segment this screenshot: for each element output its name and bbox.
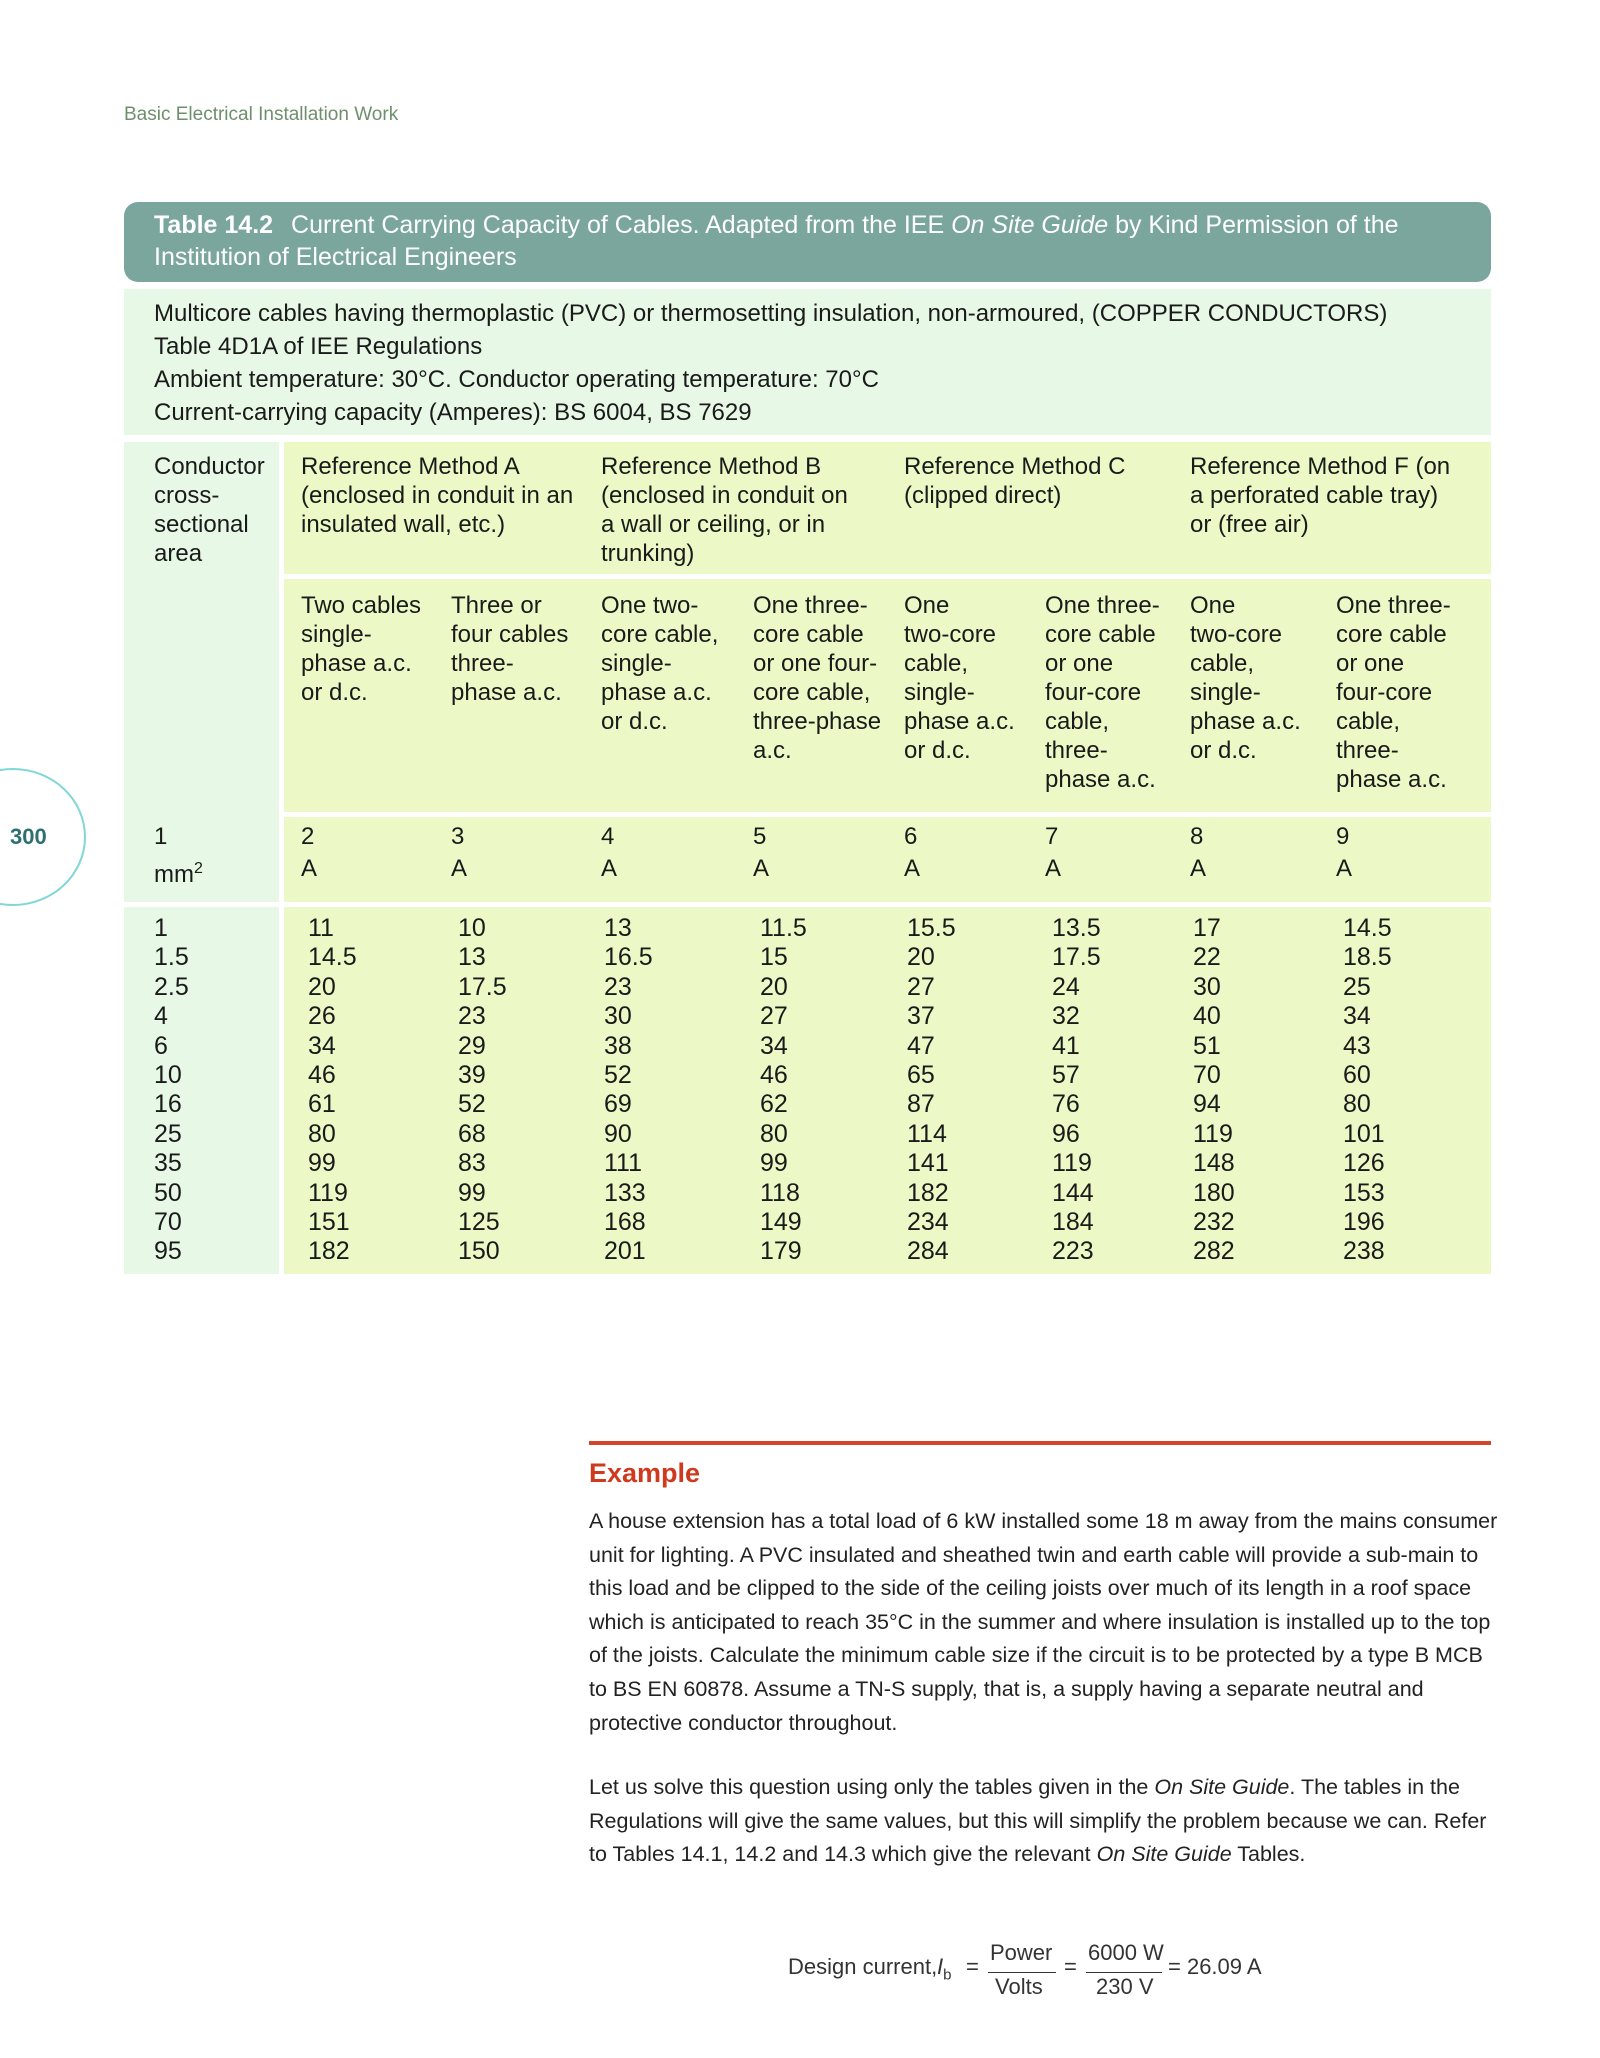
current-rating: 14.5 [308, 943, 357, 972]
current-rating: 69 [604, 1090, 632, 1119]
example-body [589, 1505, 1499, 1872]
header-line: Three or [451, 592, 542, 619]
current-rating: 20 [907, 943, 935, 972]
row-separator [124, 902, 1491, 907]
column-number: 3 [451, 823, 465, 850]
header-line: or d.c. [301, 679, 368, 706]
current-rating: 150 [458, 1237, 500, 1266]
header-line: or d.c. [601, 708, 668, 735]
header-line: sectional [154, 511, 249, 538]
current-rating: 223 [1052, 1237, 1094, 1266]
header-line: Two cables [301, 592, 422, 619]
current-rating: 14.5 [1343, 914, 1392, 942]
current-rating: 34 [760, 1031, 788, 1060]
current-rating: 68 [458, 1119, 486, 1148]
conductor-size: 35 [154, 1149, 182, 1178]
current-rating: 119 [308, 1178, 348, 1207]
intro-line: Table 4D1A of IEE Regulations [154, 333, 483, 360]
table-intro [124, 289, 1491, 435]
current-rating: 76 [1052, 1090, 1080, 1119]
header-line: three- [451, 650, 514, 677]
current-rating: 46 [308, 1061, 336, 1089]
current-rating: 23 [604, 972, 632, 1001]
current-rating: 13 [458, 943, 486, 972]
header-line: Reference Method F (on [1190, 453, 1451, 480]
page-number: 300 [10, 824, 47, 849]
header-line: One three- [753, 592, 868, 619]
reference-method-header [904, 452, 1125, 510]
current-rating: 94 [1193, 1090, 1221, 1119]
current-rating: 15 [760, 943, 788, 972]
header-line: three- [1336, 737, 1399, 764]
current-rating: 30 [1193, 972, 1221, 1001]
current-rating: 27 [760, 1002, 788, 1031]
header-line: One three- [1045, 592, 1160, 619]
example-paragraph: A house extension has a total load of 6 kW installed some 18 m away from the mains consumer unit for lighting. A PVC insulated and sheathed twin and earth cable will provide a sub-main to this load and be clipped to the side of the ceiling joists over much of its length in a roof space which is anticipated to reach 35°C in the summer and where insulation is installed up to the top of the joists. Calculate the minimum cable size if the circuit is to be protected by a type B MCB to BS EN 60878. Assume a TN-S supply, that is, a supply having a separate neutral and protective conductor throughout. [589, 1509, 1498, 1735]
current-rating: 179 [760, 1237, 802, 1266]
conductor-size: 4 [154, 1002, 168, 1031]
header-line: three- [1045, 737, 1108, 764]
current-rating: 27 [907, 972, 935, 1001]
header-line: phase a.c. [1045, 766, 1156, 793]
current-rating: 238 [1343, 1237, 1385, 1266]
reference-method-header [1190, 452, 1450, 539]
conductor-size: 95 [154, 1237, 182, 1266]
running-header: Basic Electrical Installation Work [124, 104, 399, 125]
current-rating: 232 [1193, 1208, 1235, 1236]
conductor-size: 25 [154, 1119, 182, 1148]
example-rule [589, 1441, 1491, 1445]
header-line: Reference Method C [904, 453, 1126, 480]
header-line: cable, [1336, 708, 1401, 735]
column-number: 1 [154, 823, 168, 850]
header-line: single- [1190, 679, 1261, 706]
current-rating: 234 [907, 1208, 949, 1236]
header-line: phase a.c. [1336, 766, 1447, 793]
installation-subheader [451, 591, 568, 707]
current-rating: 196 [1343, 1208, 1385, 1236]
column-unit: A [1190, 855, 1207, 882]
header-line: cable, [904, 650, 969, 677]
paragraph-italic: On Site Guide [1096, 1842, 1232, 1867]
header-line: core cable [1045, 621, 1156, 648]
table-label: Table 14.2 [154, 211, 274, 239]
column-unit: A [451, 855, 468, 882]
formula-symbol: $I_b$ [937, 1954, 952, 1984]
conductor-size: 16 [154, 1090, 182, 1119]
header-line: cross- [154, 482, 220, 509]
conductor-size: 1.5 [154, 943, 189, 972]
reference-method-header [601, 452, 848, 568]
current-rating: 17.5 [1052, 943, 1101, 972]
current-rating: 182 [907, 1178, 949, 1207]
current-rating: 11.5 [760, 914, 807, 942]
current-rating: 149 [760, 1208, 802, 1236]
header-line: phase a.c. [1190, 708, 1301, 735]
current-rating: 144 [1052, 1178, 1094, 1207]
header-line: (enclosed in conduit in an [301, 482, 574, 509]
installation-subheader [1045, 591, 1160, 794]
unit-text: mm [154, 861, 194, 888]
header-line: Reference Method A [301, 453, 520, 480]
conductor-size: 70 [154, 1208, 182, 1236]
header-line: One [904, 592, 950, 619]
current-rating: 60 [1343, 1061, 1371, 1089]
header-line: phase a.c. [904, 708, 1015, 735]
current-rating: 90 [604, 1119, 632, 1148]
current-rating: 11 [308, 914, 334, 942]
header-line: core cable, [753, 679, 871, 706]
table-14-2 [124, 202, 1491, 1266]
current-rating: 99 [760, 1149, 788, 1178]
caption-text: Current Carrying Capacity of Cables. Adapted from the IEE [291, 211, 945, 239]
intro-line: Current-carrying capacity (Amperes): BS 6004, BS 7629 [154, 399, 752, 426]
column-number: 7 [1045, 823, 1059, 850]
header-line: or one [1045, 650, 1114, 677]
current-rating: 13.5 [1052, 914, 1101, 942]
header-line: a.c. [753, 737, 792, 764]
header-line: single- [904, 679, 975, 706]
design-current-formula [788, 1930, 1308, 2010]
conductor-size: 1 [154, 914, 168, 942]
current-rating: 119 [1193, 1119, 1233, 1148]
header-line: three-phase [753, 708, 882, 735]
current-rating: 284 [907, 1237, 949, 1266]
fraction-line [1086, 1972, 1162, 1973]
column-number: 5 [753, 823, 767, 850]
intro-line: Ambient temperature: 30°C. Conductor operating temperature: 70°C [154, 366, 879, 393]
current-rating: 20 [760, 972, 788, 1001]
current-rating: 125 [458, 1208, 500, 1236]
current-rating: 13 [604, 914, 632, 942]
header-line: core cable [753, 621, 864, 648]
column-unit: A [1336, 855, 1353, 882]
current-rating: 25 [1343, 972, 1371, 1001]
current-rating: 62 [760, 1090, 788, 1119]
header-line: Conductor [154, 453, 265, 480]
current-rating: 118 [760, 1178, 800, 1207]
current-rating: 41 [1052, 1031, 1080, 1060]
header-line: four cables [451, 621, 569, 648]
header-line: or one four- [753, 650, 878, 677]
formula-denominator: 230 V [1096, 1974, 1154, 1999]
current-rating: 26 [308, 1002, 336, 1031]
header-line: a wall or ceiling, or in [601, 511, 826, 538]
column-number: 9 [1336, 823, 1350, 850]
installation-subheader [904, 591, 1015, 765]
paragraph-text: . The tables in the Regulations will give the same values, but this will simplify the problem because we can. Refer to Tables 14.1, 14.2 and 14.3 which give the relevant [589, 1775, 1487, 1867]
current-rating: 111 [604, 1149, 643, 1178]
current-rating: 151 [308, 1208, 350, 1236]
current-rating: 201 [604, 1237, 646, 1266]
header-line: One three- [1336, 592, 1451, 619]
formula-label: Design current, [788, 1954, 938, 1979]
paragraph-text: Tables. [1237, 1842, 1306, 1867]
current-rating: 52 [458, 1090, 486, 1119]
header-line: cable, [1190, 650, 1255, 677]
installation-subheader [601, 591, 718, 736]
current-rating: 23 [458, 1002, 486, 1031]
current-rating: 101 [1343, 1119, 1385, 1148]
formula-numerator: 6000 W [1088, 1940, 1164, 1965]
fraction-line [988, 1972, 1056, 1973]
conductor-size: 10 [154, 1061, 182, 1089]
formula-numerator: Power [990, 1940, 1053, 1965]
current-rating: 61 [308, 1090, 336, 1119]
formula-subscript: b [943, 1966, 952, 1984]
current-rating: 70 [1193, 1061, 1221, 1089]
header-line: four-core [1045, 679, 1142, 706]
header-line: insulated wall, etc.) [301, 511, 506, 538]
installation-subheader [1190, 591, 1301, 765]
current-rating: 52 [604, 1061, 632, 1089]
current-rating: 32 [1052, 1002, 1080, 1031]
header-line: single- [301, 621, 372, 648]
current-rating: 80 [760, 1119, 788, 1148]
caption-text-end: by Kind Permission of the [1115, 211, 1399, 239]
current-rating: 87 [907, 1090, 935, 1119]
conductor-size: 6 [154, 1031, 168, 1060]
column-unit: A [1045, 855, 1062, 882]
installation-subheader [301, 591, 421, 707]
header-line: core cable, [601, 621, 719, 648]
current-rating: 22 [1193, 943, 1221, 972]
column-unit: A [301, 855, 318, 882]
header-line: a perforated cable tray) [1190, 482, 1439, 509]
header-line: two-core [1190, 621, 1283, 648]
current-rating: 17 [1193, 914, 1221, 942]
current-rating: 38 [604, 1031, 632, 1060]
conductor-size: 2.5 [154, 972, 189, 1001]
current-rating: 180 [1193, 1178, 1235, 1207]
current-rating: 16.5 [604, 943, 653, 972]
current-rating: 80 [1343, 1090, 1371, 1119]
header-line: area [154, 540, 203, 567]
installation-subheader [1336, 591, 1451, 794]
current-rating: 51 [1193, 1031, 1221, 1060]
current-rating: 34 [308, 1031, 336, 1060]
current-rating: 24 [1052, 972, 1080, 1001]
formula-denominator: Volts [995, 1974, 1043, 1999]
caption-italic: On Site Guide [951, 211, 1109, 239]
header-line: phase a.c. [301, 650, 412, 677]
example-title: Example [589, 1458, 701, 1488]
conductor-size: 50 [154, 1178, 182, 1207]
column-unit [154, 854, 203, 889]
installation-subheader [753, 591, 881, 765]
current-rating: 153 [1343, 1178, 1385, 1207]
column-unit: A [753, 855, 770, 882]
current-rating: 133 [604, 1178, 646, 1207]
current-rating: 34 [1343, 1002, 1371, 1031]
current-rating: 30 [604, 1002, 632, 1031]
intro-line: Multicore cables having thermoplastic (PVC) or thermosetting insulation, non-armoured, (COPPER CONDUCTORS) [154, 300, 1388, 327]
header-line: cable, [1045, 708, 1110, 735]
current-rating: 29 [458, 1031, 486, 1060]
current-rating: 282 [1193, 1237, 1235, 1266]
current-rating: 15.5 [907, 914, 956, 942]
current-rating: 80 [308, 1119, 336, 1148]
column-number: 2 [301, 823, 315, 850]
formula-result: = 26.09 A [1168, 1954, 1262, 1979]
current-rating: 119 [1052, 1149, 1092, 1178]
current-rating: 65 [907, 1061, 935, 1089]
header-line: trunking) [601, 540, 695, 567]
header-line: phase a.c. [601, 679, 712, 706]
current-rating: 99 [458, 1178, 486, 1207]
header-line: two-core [904, 621, 997, 648]
header-line: single- [601, 650, 672, 677]
unit-superscript: 2 [193, 860, 203, 877]
column-number: 8 [1190, 823, 1204, 850]
paragraph-italic: On Site Guide [1154, 1775, 1290, 1800]
formula-equals: = [1064, 1954, 1077, 1979]
current-rating: 57 [1052, 1061, 1080, 1089]
current-rating: 83 [458, 1149, 486, 1178]
current-rating: 10 [458, 914, 486, 942]
formula-equals: = [966, 1954, 979, 1979]
current-rating: 47 [907, 1031, 935, 1060]
header-line: or d.c. [904, 737, 971, 764]
current-rating: 96 [1052, 1119, 1080, 1148]
header-line: four-core [1336, 679, 1433, 706]
current-rating: 182 [308, 1237, 350, 1266]
paragraph-text: Let us solve this question using only the tables given in the [589, 1775, 1149, 1800]
conductor-header [154, 452, 265, 568]
current-rating: 141 [907, 1149, 949, 1178]
current-rating: 184 [1052, 1208, 1094, 1236]
column-number: 4 [601, 823, 615, 850]
current-rating: 18.5 [1343, 943, 1392, 972]
header-line: One [1190, 592, 1236, 619]
current-rating: 40 [1193, 1002, 1221, 1031]
current-rating: 168 [604, 1208, 646, 1236]
current-rating: 43 [1343, 1031, 1371, 1060]
current-rating: 37 [907, 1002, 935, 1031]
current-rating: 39 [458, 1061, 486, 1089]
header-line: or d.c. [1190, 737, 1257, 764]
header-line: (clipped direct) [904, 482, 1062, 509]
column-unit: A [904, 855, 921, 882]
example-paragraph [589, 1771, 1499, 1872]
header-line: One two- [601, 592, 699, 619]
header-line: or one [1336, 650, 1405, 677]
table-caption [124, 202, 1491, 282]
column-number: 6 [904, 823, 918, 850]
header-line: or (free air) [1190, 511, 1309, 538]
column-unit: A [601, 855, 618, 882]
caption-line2: Institution of Electrical Engineers [154, 243, 517, 271]
current-rating: 148 [1193, 1149, 1235, 1178]
current-rating: 126 [1343, 1149, 1385, 1178]
current-rating: 17.5 [458, 972, 507, 1001]
current-rating: 114 [907, 1119, 947, 1148]
current-rating: 20 [308, 972, 336, 1001]
header-line: phase a.c. [451, 679, 562, 706]
current-rating: 99 [308, 1149, 336, 1178]
current-rating: 46 [760, 1061, 788, 1089]
header-line: Reference Method B [601, 453, 822, 480]
reference-method-header [301, 452, 573, 539]
header-line: (enclosed in conduit on [601, 482, 848, 509]
header-line: core cable [1336, 621, 1447, 648]
